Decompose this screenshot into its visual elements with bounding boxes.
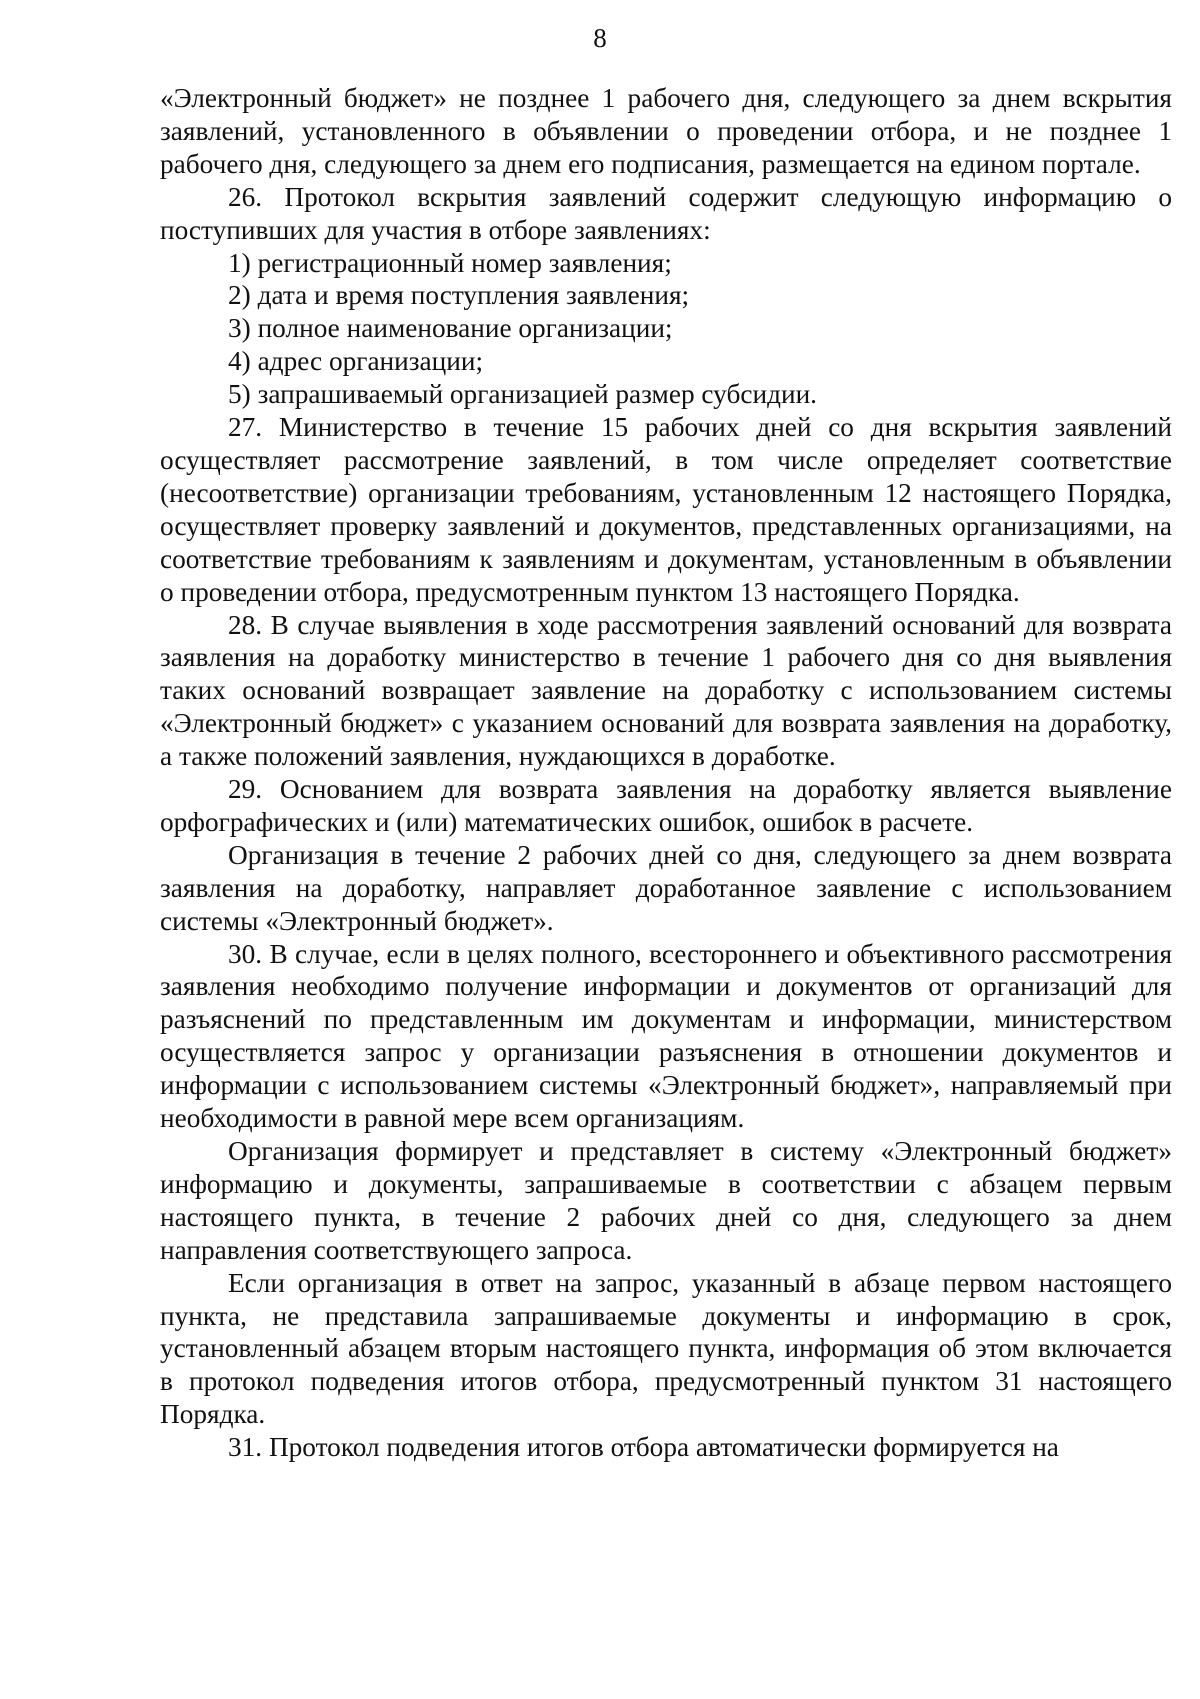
paragraph-item-31: 31. Протокол подведения итогов отбора автоматически формируется на: [228, 1432, 1059, 1463]
paragraph-item-26: 26. Протокол вскрытия заявлений содержит следующую информацию о поступивших для участия в отборе заявлениях:: [160, 181, 1172, 245]
list-item: 5) запрашиваемый организацией размер субсидии.: [228, 379, 818, 410]
paragraph-item-29-part-2: Организация в течение 2 рабочих дней со дня, следующего за днем возврата заявления на доработку, направляет доработанное заявление с использованием системы «Электронный бюджет».: [160, 839, 1172, 936]
list-item: 3) полное наименование организации;: [228, 313, 673, 344]
document-body: [160, 82, 1172, 1464]
paragraph-item-28: 28. В случае выявления в ходе рассмотрения заявлений оснований для возврата заявления на доработку министерство в течение 1 рабочего дня со дня выявления таких оснований возвращает заявление на доработку с использованием системы «Электронный бюджет» с указанием оснований для возврата заявления на доработку, а также положений заявления, нуждающихся в доработке.: [160, 609, 1172, 772]
list-item: 4) адрес организации;: [228, 346, 484, 377]
paragraph-item-27: 27. Министерство в течение 15 рабочих дней со дня вскрытия заявлений осуществляет рассмотрение заявлений, в том числе определяет соответствие (несоответствие) организации требованиям, установленным 12 настоящего Порядка, осуществляет проверку заявлений и документов, представленных организациями, на соответствие требованиям к заявлениям и документам, установленным в объявлении о проведении отбора, предусмотренным пунктом 13 настоящего Порядка.: [160, 412, 1172, 607]
paragraph-item-30-part-3: Если организация в ответ на запрос, указанный в абзаце первом настоящего пункта, не представила запрашиваемые документы и информацию в срок, установленный абзацем вторым настоящего пункта, информация об этом включается в протокол подведения итогов отбора, предусмотренный пунктом 31 настоящего Порядка.: [160, 1267, 1172, 1430]
paragraph-continuation: «Электронный бюджет» не позднее 1 рабочего дня, следующего за днем вскрытия заявлений, установленного в объявлении о проведении отбора, и не позднее 1 рабочего дня, следующего за днем его подписания, размещается на едином портале.: [160, 83, 1172, 179]
paragraph-item-30: 30. В случае, если в целях полного, всестороннего и объективного рассмотрения заявления необходимо получение информации и документов от организаций для разъяснений по представленным им документам и информации, министерством осуществляется запрос у организации разъяснения в отношении документов и информации с использованием системы «Электронный бюджет», направляемый при необходимости в равной мере всем организациям.: [160, 938, 1172, 1134]
paragraph-item-29: 29. Основанием для возврата заявления на доработку является выявление орфографических и (или) математических ошибок, ошибок в расчете.: [160, 774, 1172, 837]
paragraph-item-30-part-2: Организация формирует и представляет в систему «Электронный бюджет» информацию и документы, запрашиваемые в соответствии с абзацем первым настоящего пункта, в течение 2 рабочих дней со дня, следующего за днем направления соответствующего запроса.: [160, 1136, 1172, 1265]
page-number: 8: [593, 23, 607, 53]
list-item: 2) дата и время поступления заявления;: [228, 280, 690, 311]
list-item: 1) регистрационный номер заявления;: [228, 247, 672, 278]
